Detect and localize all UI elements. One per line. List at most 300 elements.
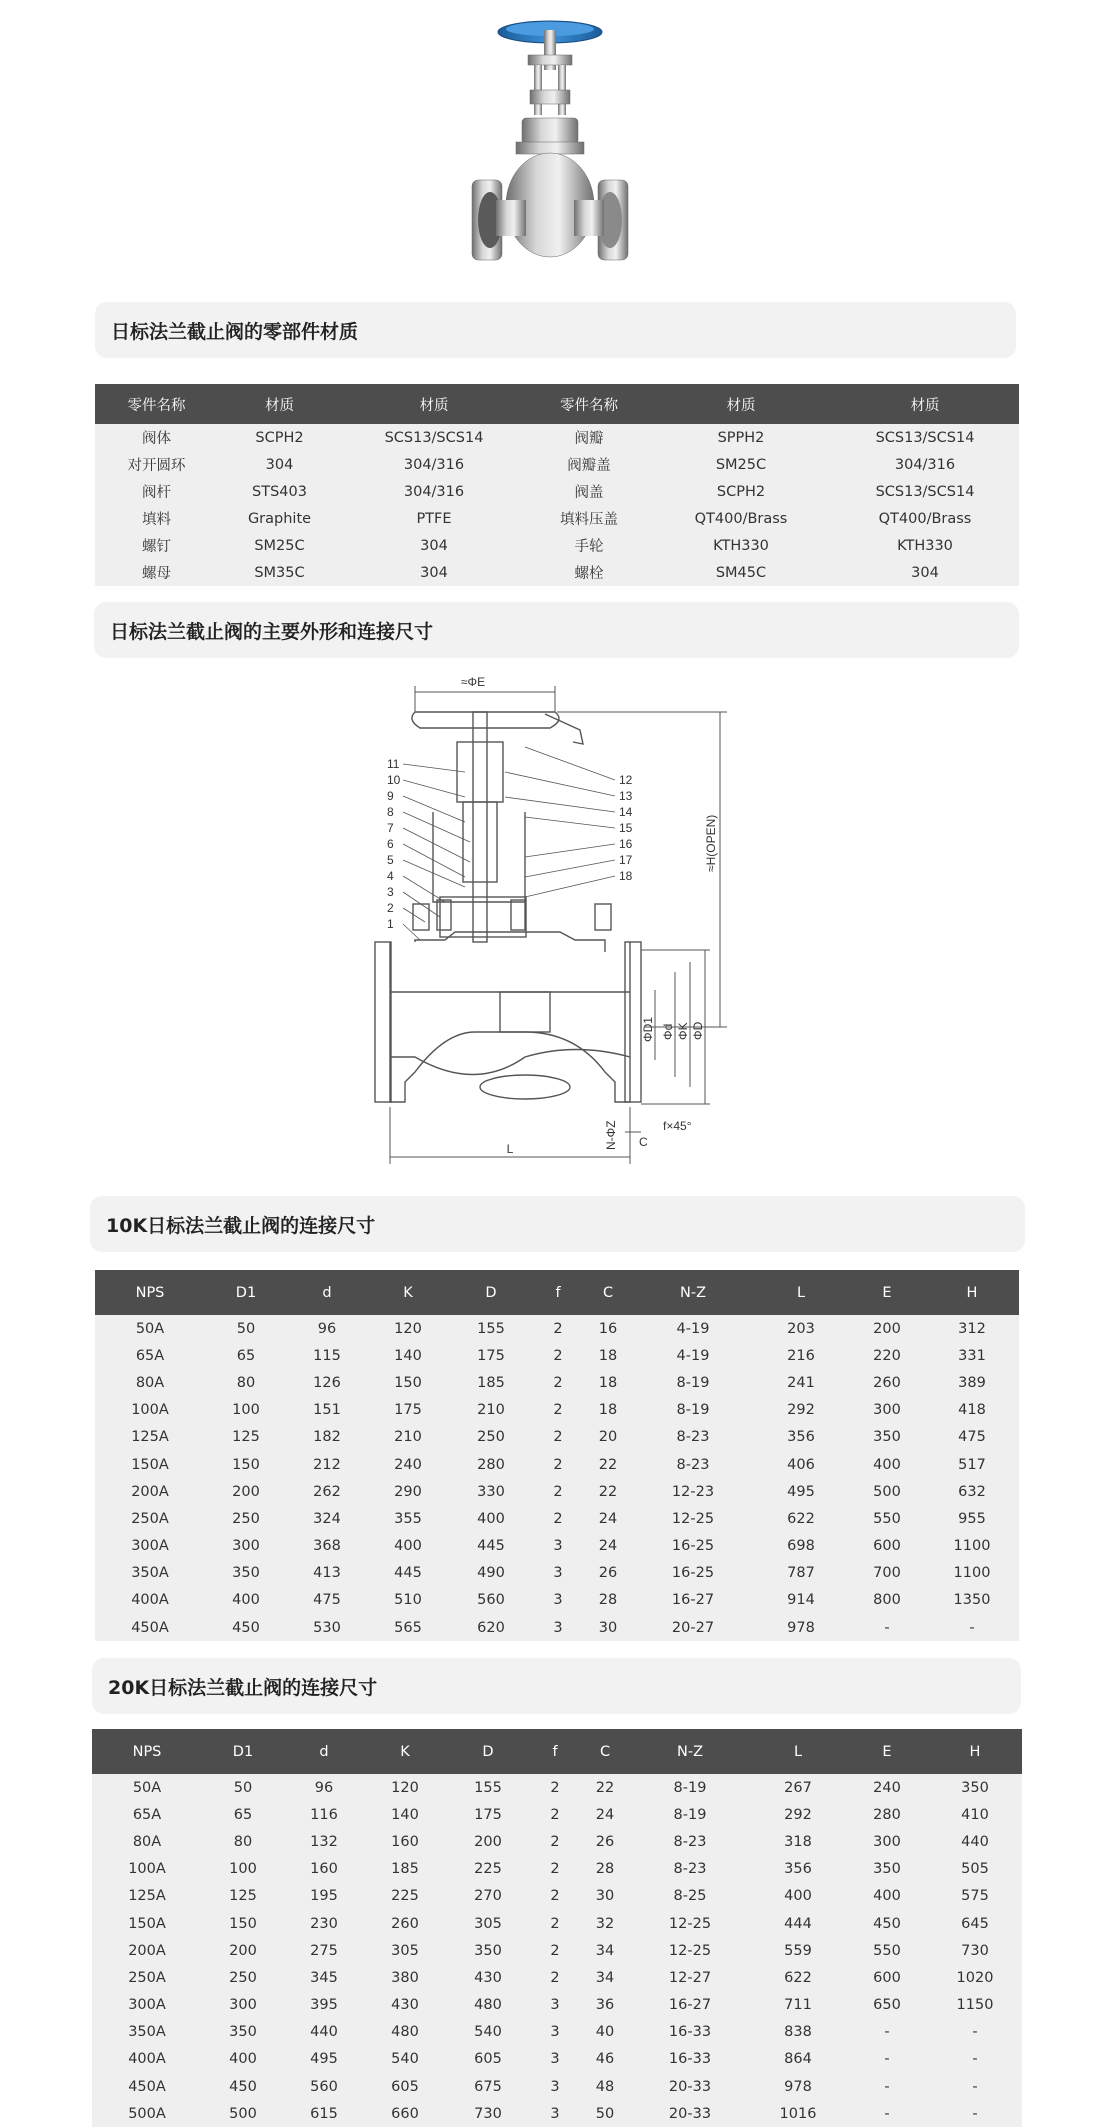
- table-cell: 368: [287, 1533, 367, 1560]
- table-cell: 28: [583, 1587, 633, 1614]
- table-cell: 125: [205, 1424, 287, 1451]
- table-cell: SM35C: [218, 559, 341, 586]
- table-row: [95, 1342, 1019, 1369]
- header-cell: 材质: [831, 384, 1019, 424]
- table-cell: 280: [449, 1451, 533, 1478]
- table-row: [92, 1964, 1022, 1991]
- k20-header-row: [92, 1729, 1022, 1774]
- table-cell: 34: [580, 1964, 630, 1991]
- header-cell: E: [849, 1270, 925, 1315]
- header-cell: N-Z: [630, 1729, 750, 1774]
- table-cell: 50A: [92, 1774, 202, 1801]
- table-cell: 182: [287, 1424, 367, 1451]
- table-cell: 304: [218, 451, 341, 478]
- table-cell: 540: [446, 2019, 530, 2046]
- table-row: [95, 559, 1019, 586]
- table-cell: 螺钉: [95, 532, 218, 559]
- table-cell: 304/316: [341, 451, 527, 478]
- table-cell: 150: [205, 1451, 287, 1478]
- header-cell: f: [533, 1270, 583, 1315]
- table-cell: 2: [533, 1397, 583, 1424]
- table-row: [92, 1883, 1022, 1910]
- table-cell: 260: [364, 1910, 446, 1937]
- header-cell: K: [364, 1729, 446, 1774]
- table-cell: 418: [925, 1397, 1019, 1424]
- table-row: [95, 532, 1019, 559]
- header-cell: L: [753, 1270, 849, 1315]
- header-cell: NPS: [95, 1270, 205, 1315]
- table-cell: 50A: [95, 1315, 205, 1342]
- table-cell: 120: [364, 1774, 446, 1801]
- table-cell: 250: [202, 1964, 284, 1991]
- header-cell: E: [846, 1729, 928, 1774]
- table-cell: 350: [205, 1560, 287, 1587]
- table-cell: 8-23: [633, 1451, 753, 1478]
- table-cell: 650: [846, 1992, 928, 2019]
- table-cell: Graphite: [218, 505, 341, 532]
- table-cell: 560: [449, 1587, 533, 1614]
- k10-section-title: 10K日标法兰截止阀的连接尺寸: [90, 1196, 1025, 1252]
- table-cell: 2: [530, 1828, 580, 1855]
- table-cell: 阀体: [95, 424, 218, 451]
- table-cell: 450: [846, 1910, 928, 1937]
- table-cell: 450A: [95, 1614, 205, 1641]
- table-cell: 80A: [92, 1828, 202, 1855]
- table-cell: 24: [583, 1505, 633, 1532]
- table-cell: 300: [205, 1533, 287, 1560]
- table-cell: 622: [753, 1505, 849, 1532]
- header-cell: D: [449, 1270, 533, 1315]
- table-cell: QT400/Brass: [831, 505, 1019, 532]
- dimensions-section-title: 日标法兰截止阀的主要外形和连接尺寸: [94, 602, 1019, 658]
- table-cell: 400: [205, 1587, 287, 1614]
- table-cell: KTH330: [831, 532, 1019, 559]
- table-cell: 400: [750, 1883, 846, 1910]
- table-cell: 132: [284, 1828, 364, 1855]
- table-cell: SCS13/SCS14: [831, 424, 1019, 451]
- table-cell: 475: [287, 1587, 367, 1614]
- header-cell: L: [750, 1729, 846, 1774]
- table-cell: 1016: [750, 2100, 846, 2127]
- table-cell: 430: [446, 1964, 530, 1991]
- header-cell: C: [583, 1270, 633, 1315]
- valve-dimension-drawing: [325, 672, 795, 1182]
- k10-dimension-table: [95, 1270, 1019, 1641]
- materials-header-row: [95, 384, 1019, 424]
- k20-dimension-table: [92, 1729, 1022, 2127]
- header-cell: 材质: [651, 384, 831, 424]
- table-cell: 350: [849, 1424, 925, 1451]
- table-cell: 18: [583, 1369, 633, 1396]
- table-cell: 400A: [95, 1587, 205, 1614]
- table-cell: 150: [367, 1369, 449, 1396]
- table-cell: 126: [287, 1369, 367, 1396]
- table-cell: 600: [849, 1533, 925, 1560]
- table-cell: 304: [831, 559, 1019, 586]
- table-cell: 305: [446, 1910, 530, 1937]
- table-cell: 300: [846, 1828, 928, 1855]
- table-row: [92, 2073, 1022, 2100]
- table-cell: 250A: [92, 1964, 202, 1991]
- table-cell: 1020: [928, 1964, 1022, 1991]
- table-cell: 46: [580, 2046, 630, 2073]
- table-cell: 220: [849, 1342, 925, 1369]
- table-cell: 216: [753, 1342, 849, 1369]
- table-cell: 400: [846, 1883, 928, 1910]
- table-cell: 22: [583, 1478, 633, 1505]
- table-row: [92, 1937, 1022, 1964]
- table-cell: 475: [925, 1424, 1019, 1451]
- table-cell: 500: [202, 2100, 284, 2127]
- table-row: [95, 1587, 1019, 1614]
- table-row: [95, 478, 1019, 505]
- table-cell: 730: [928, 1937, 1022, 1964]
- table-cell: 80A: [95, 1369, 205, 1396]
- table-cell: 200: [849, 1315, 925, 1342]
- table-cell: 65: [205, 1342, 287, 1369]
- table-cell: 575: [928, 1883, 1022, 1910]
- table-cell: 50: [205, 1315, 287, 1342]
- table-cell: 3: [533, 1587, 583, 1614]
- table-cell: 270: [446, 1883, 530, 1910]
- table-cell: SM25C: [218, 532, 341, 559]
- table-cell: 140: [364, 1801, 446, 1828]
- dim-label-dd: ΦD: [691, 1021, 705, 1040]
- table-cell: 210: [367, 1424, 449, 1451]
- table-cell: 517: [925, 1451, 1019, 1478]
- table-cell: 250A: [95, 1505, 205, 1532]
- table-cell: SPPH2: [651, 424, 831, 451]
- header-cell: H: [925, 1270, 1019, 1315]
- table-cell: 填料压盖: [527, 505, 651, 532]
- table-cell: 300: [849, 1397, 925, 1424]
- table-cell: 304/316: [341, 478, 527, 505]
- table-cell: 8-25: [630, 1883, 750, 1910]
- table-cell: 2: [530, 1937, 580, 1964]
- table-cell: 对开圆环: [95, 451, 218, 478]
- table-cell: 480: [446, 1992, 530, 2019]
- dim-label-k: ΦK: [676, 1022, 690, 1040]
- table-cell: 65A: [95, 1342, 205, 1369]
- table-cell: 8-23: [630, 1828, 750, 1855]
- table-cell: 手轮: [527, 532, 651, 559]
- table-cell: 510: [367, 1587, 449, 1614]
- table-cell: 3: [530, 2100, 580, 2127]
- table-cell: 380: [364, 1964, 446, 1991]
- table-cell: 20-33: [630, 2100, 750, 2127]
- table-cell: 185: [449, 1369, 533, 1396]
- table-cell: 350: [446, 1937, 530, 1964]
- table-cell: 3: [530, 1992, 580, 2019]
- table-cell: 275: [284, 1937, 364, 1964]
- header-cell: d: [287, 1270, 367, 1315]
- header-cell: f: [530, 1729, 580, 1774]
- header-cell: NPS: [92, 1729, 202, 1774]
- table-cell: 20-27: [633, 1614, 753, 1641]
- table-cell: 305: [364, 1937, 446, 1964]
- table-cell: 3: [530, 2019, 580, 2046]
- table-cell: 8-23: [630, 1856, 750, 1883]
- table-cell: 填料: [95, 505, 218, 532]
- table-cell: 400: [449, 1505, 533, 1532]
- table-cell: 24: [583, 1533, 633, 1560]
- k10-header-row: [95, 1270, 1019, 1315]
- table-cell: 3: [530, 2046, 580, 2073]
- part-number: 15: [619, 821, 633, 835]
- table-cell: 560: [284, 2073, 364, 2100]
- table-cell: 304/316: [831, 451, 1019, 478]
- table-cell: 155: [449, 1315, 533, 1342]
- table-cell: 978: [753, 1614, 849, 1641]
- table-cell: 318: [750, 1828, 846, 1855]
- table-cell: 395: [284, 1992, 364, 2019]
- table-cell: -: [928, 2100, 1022, 2127]
- table-cell: 24: [580, 1801, 630, 1828]
- table-cell: 12-25: [633, 1505, 753, 1532]
- table-cell: -: [849, 1614, 925, 1641]
- table-cell: 565: [367, 1614, 449, 1641]
- table-cell: 304: [341, 532, 527, 559]
- table-cell: 292: [753, 1397, 849, 1424]
- table-row: [92, 2019, 1022, 2046]
- part-number: 9: [387, 789, 394, 803]
- table-cell: STS403: [218, 478, 341, 505]
- table-cell: 406: [753, 1451, 849, 1478]
- table-cell: 阀盖: [527, 478, 651, 505]
- table-cell: 450: [205, 1614, 287, 1641]
- table-cell: 12-25: [630, 1910, 750, 1937]
- table-row: [95, 424, 1019, 451]
- table-cell: 605: [364, 2073, 446, 2100]
- table-cell: 210: [449, 1397, 533, 1424]
- part-number: 6: [387, 837, 394, 851]
- table-cell: 500: [849, 1478, 925, 1505]
- table-cell: 978: [750, 2073, 846, 2100]
- table-cell: 250: [205, 1505, 287, 1532]
- table-cell: 540: [364, 2046, 446, 2073]
- table-cell: 4-19: [633, 1315, 753, 1342]
- table-row: [95, 1505, 1019, 1532]
- table-cell: 16-33: [630, 2019, 750, 2046]
- table-cell: 1100: [925, 1560, 1019, 1587]
- table-cell: 400: [367, 1533, 449, 1560]
- table-cell: 410: [928, 1801, 1022, 1828]
- table-cell: SCPH2: [651, 478, 831, 505]
- table-cell: 175: [367, 1397, 449, 1424]
- dim-label-d1: ΦD1: [641, 1017, 655, 1042]
- table-cell: 阀瓣: [527, 424, 651, 451]
- table-cell: 175: [449, 1342, 533, 1369]
- table-cell: 445: [449, 1533, 533, 1560]
- table-row: [92, 1828, 1022, 1855]
- table-cell: 115: [287, 1342, 367, 1369]
- table-row: [95, 1614, 1019, 1641]
- table-cell: 8-19: [630, 1774, 750, 1801]
- table-row: [95, 1315, 1019, 1342]
- table-cell: 36: [580, 1992, 630, 2019]
- table-cell: 80: [205, 1369, 287, 1396]
- table-cell: 240: [367, 1451, 449, 1478]
- table-cell: -: [928, 2019, 1022, 2046]
- table-cell: 150: [202, 1910, 284, 1937]
- part-number: 17: [619, 853, 633, 867]
- table-cell: 16-27: [630, 1992, 750, 2019]
- table-cell: 2: [530, 1856, 580, 1883]
- table-cell: QT400/Brass: [651, 505, 831, 532]
- table-cell: 8-19: [633, 1369, 753, 1396]
- table-cell: 955: [925, 1505, 1019, 1532]
- table-cell: 40: [580, 2019, 630, 2046]
- table-cell: 150A: [95, 1451, 205, 1478]
- table-cell: 413: [287, 1560, 367, 1587]
- table-cell: 22: [580, 1774, 630, 1801]
- table-cell: 2: [533, 1342, 583, 1369]
- table-cell: 1150: [928, 1992, 1022, 2019]
- table-cell: 300: [202, 1992, 284, 2019]
- table-cell: 80: [202, 1828, 284, 1855]
- table-cell: 150A: [92, 1910, 202, 1937]
- table-cell: -: [846, 2019, 928, 2046]
- table-cell: 331: [925, 1342, 1019, 1369]
- materials-section-title: 日标法兰截止阀的零部件材质: [95, 302, 1016, 358]
- table-row: [95, 1369, 1019, 1396]
- table-cell: 16: [583, 1315, 633, 1342]
- table-cell: 389: [925, 1369, 1019, 1396]
- table-cell: 8-19: [630, 1801, 750, 1828]
- table-cell: 4-19: [633, 1342, 753, 1369]
- part-number: 11: [387, 757, 400, 771]
- table-cell: 96: [287, 1315, 367, 1342]
- table-cell: 120: [367, 1315, 449, 1342]
- table-cell: 2: [533, 1369, 583, 1396]
- table-cell: 480: [364, 2019, 446, 2046]
- table-cell: 356: [753, 1424, 849, 1451]
- table-cell: 430: [364, 1992, 446, 2019]
- table-cell: -: [846, 2073, 928, 2100]
- part-number: 16: [619, 837, 633, 851]
- table-cell: 200A: [95, 1478, 205, 1505]
- table-cell: 116: [284, 1801, 364, 1828]
- table-cell: 200: [205, 1478, 287, 1505]
- table-cell: 350: [846, 1856, 928, 1883]
- table-cell: 200: [446, 1828, 530, 1855]
- table-cell: 151: [287, 1397, 367, 1424]
- table-cell: 350A: [95, 1560, 205, 1587]
- table-cell: 440: [928, 1828, 1022, 1855]
- table-cell: 495: [753, 1478, 849, 1505]
- table-cell: 225: [446, 1856, 530, 1883]
- dim-label-l: L: [506, 1142, 514, 1156]
- table-cell: 20: [583, 1424, 633, 1451]
- table-cell: 100: [205, 1397, 287, 1424]
- table-cell: SCPH2: [218, 424, 341, 451]
- table-cell: 700: [849, 1560, 925, 1587]
- table-cell: 195: [284, 1883, 364, 1910]
- table-cell: 12-25: [630, 1937, 750, 1964]
- table-cell: 632: [925, 1478, 1019, 1505]
- table-cell: 96: [284, 1774, 364, 1801]
- table-cell: 450: [202, 2073, 284, 2100]
- dim-label-c: C: [639, 1135, 648, 1149]
- part-number: 2: [387, 901, 394, 915]
- table-cell: 65: [202, 1801, 284, 1828]
- table-cell: 241: [753, 1369, 849, 1396]
- table-cell: 645: [928, 1910, 1022, 1937]
- table-cell: 615: [284, 2100, 364, 2127]
- table-cell: 18: [583, 1342, 633, 1369]
- table-row: [95, 1560, 1019, 1587]
- table-cell: 240: [846, 1774, 928, 1801]
- table-cell: 787: [753, 1560, 849, 1587]
- table-cell: 620: [449, 1614, 533, 1641]
- table-cell: 250: [449, 1424, 533, 1451]
- part-number: 14: [619, 805, 633, 819]
- table-cell: 2: [533, 1478, 583, 1505]
- table-cell: 550: [846, 1937, 928, 1964]
- table-cell: 30: [580, 1883, 630, 1910]
- header-cell: K: [367, 1270, 449, 1315]
- table-cell: 160: [364, 1828, 446, 1855]
- table-cell: 阀瓣盖: [527, 451, 651, 478]
- table-cell: 3: [533, 1614, 583, 1641]
- table-cell: 330: [449, 1478, 533, 1505]
- table-cell: 730: [446, 2100, 530, 2127]
- table-cell: 400: [202, 2046, 284, 2073]
- table-cell: 2: [530, 1801, 580, 1828]
- table-row: [95, 1533, 1019, 1560]
- table-cell: 864: [750, 2046, 846, 2073]
- table-cell: 350: [928, 1774, 1022, 1801]
- table-cell: 711: [750, 1992, 846, 2019]
- table-cell: 12-27: [630, 1964, 750, 1991]
- dim-label-h: ≈H(OPEN): [704, 814, 718, 872]
- table-cell: 1350: [925, 1587, 1019, 1614]
- table-cell: 8-19: [633, 1397, 753, 1424]
- table-cell: 26: [580, 1828, 630, 1855]
- k20-section-title: 20K日标法兰截止阀的连接尺寸: [92, 1658, 1021, 1714]
- table-cell: 65A: [92, 1801, 202, 1828]
- table-cell: 3: [530, 2073, 580, 2100]
- table-cell: 225: [364, 1883, 446, 1910]
- table-cell: KTH330: [651, 532, 831, 559]
- part-number: 18: [619, 869, 633, 883]
- table-cell: 160: [284, 1856, 364, 1883]
- table-cell: -: [928, 2046, 1022, 2073]
- part-number: 12: [619, 773, 633, 787]
- table-row: [95, 451, 1019, 478]
- table-cell: 16-33: [630, 2046, 750, 2073]
- table-cell: 16-25: [633, 1533, 753, 1560]
- header-cell: N-Z: [633, 1270, 753, 1315]
- table-cell: 1100: [925, 1533, 1019, 1560]
- table-cell: 260: [849, 1369, 925, 1396]
- table-cell: SCS13/SCS14: [341, 424, 527, 451]
- table-cell: 280: [846, 1801, 928, 1828]
- table-cell: 600: [846, 1964, 928, 1991]
- table-cell: 140: [367, 1342, 449, 1369]
- table-cell: 2: [530, 1883, 580, 1910]
- table-cell: 18: [583, 1397, 633, 1424]
- table-cell: 125: [202, 1883, 284, 1910]
- table-cell: 440: [284, 2019, 364, 2046]
- table-cell: 345: [284, 1964, 364, 1991]
- header-cell: 零件名称: [527, 384, 651, 424]
- table-cell: 262: [287, 1478, 367, 1505]
- table-row: [92, 2046, 1022, 2073]
- table-cell: 28: [580, 1856, 630, 1883]
- table-cell: 505: [928, 1856, 1022, 1883]
- table-cell: 356: [750, 1856, 846, 1883]
